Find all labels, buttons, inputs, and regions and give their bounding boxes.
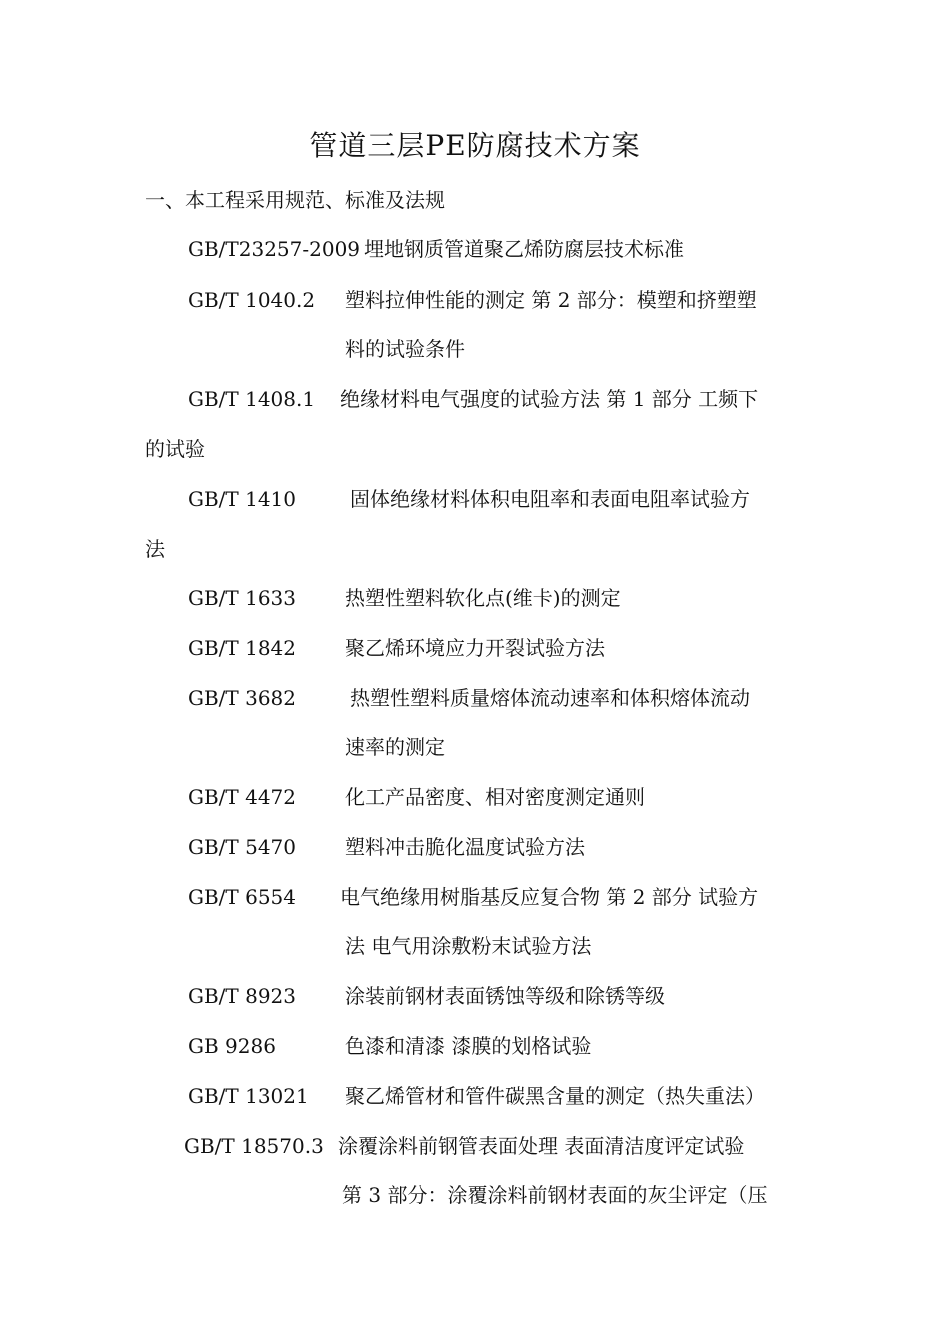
standard-code: GB/T 3682 [188, 686, 297, 710]
standard-code: GB/T 6554 [188, 885, 297, 909]
standard-item [188, 233, 684, 265]
standard-code: GB/T 1040.2 [188, 288, 316, 312]
standard-title-continued: 第 3 部分：涂覆涂料前钢材表面的灰尘评定（压 [342, 1183, 768, 1207]
standard-title-continued: 法 [145, 537, 165, 561]
standard-title-continued: 的试验 [145, 437, 205, 461]
standard-title: 聚乙烯管材和管件碳黑含量的测定（热失重法） [345, 1084, 765, 1108]
standard-code: GB/T 18570.3 [184, 1134, 324, 1158]
standard-title: 固体绝缘材料体积电阻率和表面电阻率试验方 [350, 487, 750, 511]
standard-code: GB/T 1633 [188, 586, 297, 610]
standard-code: GB/T 8923 [188, 984, 297, 1008]
standard-title-continued: 料的试验条件 [345, 337, 465, 361]
standard-title: 色漆和清漆 漆膜的划格试验 [345, 1034, 592, 1058]
standard-title: 塑料冲击脆化温度试验方法 [345, 835, 585, 859]
standard-title: 涂装前钢材表面锈蚀等级和除锈等级 [345, 984, 665, 1008]
standard-code: GB/T 13021 [188, 1084, 309, 1108]
standard-code: GB/T23257-2009 [188, 237, 361, 261]
standard-title: 电气绝缘用树脂基反应复合物 第 2 部分 试验方 [340, 885, 759, 909]
standard-title: 绝缘材料电气强度的试验方法 第 1 部分 工频下 [340, 387, 759, 411]
standard-code: GB/T 1842 [188, 636, 297, 660]
standard-title: 塑料拉伸性能的测定 第 2 部分：模塑和挤塑塑 [345, 288, 757, 312]
standard-title: 热塑性塑料软化点(维卡)的测定 [345, 586, 621, 610]
document-title: 管道三层PE防腐技术方案 [309, 129, 641, 162]
standard-title: 涂覆涂料前钢管表面处理 表面清洁度评定试验 [338, 1134, 745, 1158]
standard-title: 热塑性塑料质量熔体流动速率和体积熔体流动 [350, 686, 750, 710]
standard-code: GB/T 1408.1 [188, 387, 316, 411]
standard-title-continued: 速率的测定 [345, 735, 445, 759]
standard-title: 化工产品密度、相对密度测定通则 [345, 785, 645, 809]
standard-title-continued: 法 电气用涂敷粉末试验方法 [345, 934, 592, 958]
standard-code: GB 9286 [188, 1034, 276, 1058]
standard-title: 聚乙烯环境应力开裂试验方法 [345, 636, 605, 660]
standard-code: GB/T 5470 [188, 835, 297, 859]
section-heading: 一、本工程采用规范、标准及法规 [145, 188, 445, 212]
standard-title: 埋地钢质管道聚乙烯防腐层技术标准 [364, 237, 685, 261]
standard-code: GB/T 1410 [188, 487, 297, 511]
standard-code: GB/T 4472 [188, 785, 297, 809]
